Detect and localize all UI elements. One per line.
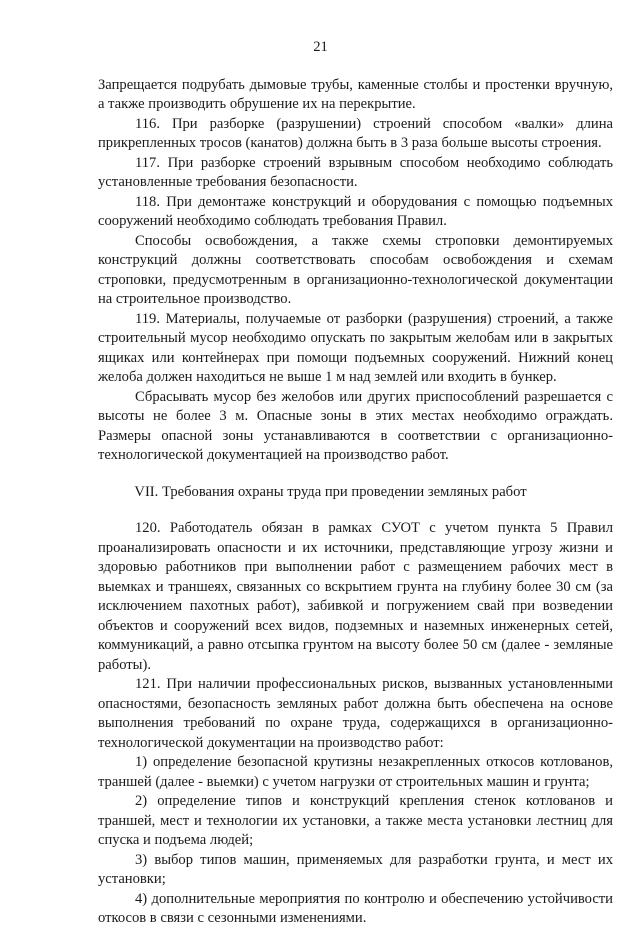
paragraph-121-3: 3) выбор типов машин, применяемых для разработки грунта, и мест их установки;: [98, 851, 613, 887]
paragraph-118b: Способы освобождения, а также схемы строповки демонтируемых конструкций должны соответствовать способам освобождения и схемам строповки, предусмотренным в организационно-технологической документации на строительное производство.: [98, 232, 613, 307]
paragraph-121-2: 2) определение типов и конструкций крепления стенок котлованов и траншей, мест и технологии их установки, а также места установки лестниц для спуска и подъема людей;: [98, 793, 613, 848]
page-number: 21: [313, 39, 328, 55]
paragraph-119: 119. Материалы, получаемые от разборки (разрушения) строений, а также строительный мусор необходимо опускать по закрытым желобам или в закрытых ящиках или контейнерах при помощи подъемных сооружений. Нижний конец желоба должен находиться не выше 1 м над землей или входить в бункер.: [98, 310, 613, 385]
paragraph-118: 118. При демонтаже конструкций и оборудования с помощью подъемных сооружений необходимо соблюдать требования Правил.: [98, 193, 613, 229]
paragraph-120: 120. Работодатель обязан в рамках СУОТ с учетом пункта 5 Правил проанализировать опасности и их источники, представляющие угрозу жизни и здоровью работников при выполнении работ с размещением рабочих мест в выемках и траншеях, связанных со вскрытием грунта на глубину более 30 см (за исключением пахотных работ), забивкой и погружением свай при возведении объектов и сооружений всех видов, подземных и наземных инженерных сетей, коммуникаций, а равно отсыпка грунтом на высоту более 50 см (далее - земляные работы).: [98, 520, 613, 673]
paragraph-119b: Сбрасывать мусор без желобов или других приспособлений разрешается с высоты не более 3 м. Опасные зоны в этих местах необходимо ограждать. Размеры опасной зоны устанавливаются в соответствии с организационно-технологической документацией на производство работ.: [98, 388, 613, 463]
paragraphs-top: [98, 76, 613, 466]
paragraph-121-4: 4) дополнительные мероприятия по контролю и обеспечению устойчивости откосов в связи с сезонными изменениями.: [98, 890, 613, 926]
paragraph-intro: Запрещается подрубать дымовые трубы, каменные столбы и простенки вручную, а также производить обрушение их на перекрытие.: [98, 76, 613, 112]
paragraph-121-1: 1) определение безопасной крутизны незакрепленных откосов котлованов, траншей (далее - выемки) с учетом нагрузки от строительных машин и грунта;: [98, 754, 613, 790]
section-heading: VII. Требования охраны труда при проведении земляных работ: [134, 483, 527, 500]
paragraphs-bottom: [98, 519, 613, 929]
paragraph-116: 116. При разборке (разрушении) строений способом «валки» длина прикрепленных тросов (канатов) должна быть в 3 раза больше высоты строения.: [98, 115, 613, 151]
paragraph-117: 117. При разборке строений взрывным способом необходимо соблюдать установленные требования безопасности.: [98, 154, 613, 190]
paragraph-121: 121. При наличии профессиональных рисков, вызванных установленными опасностями, безопасность земляных работ должна быть обеспечена на основе выполнения требований по охране труда, содержащихся в организационно-технологической документации на производство работ:: [98, 676, 613, 751]
